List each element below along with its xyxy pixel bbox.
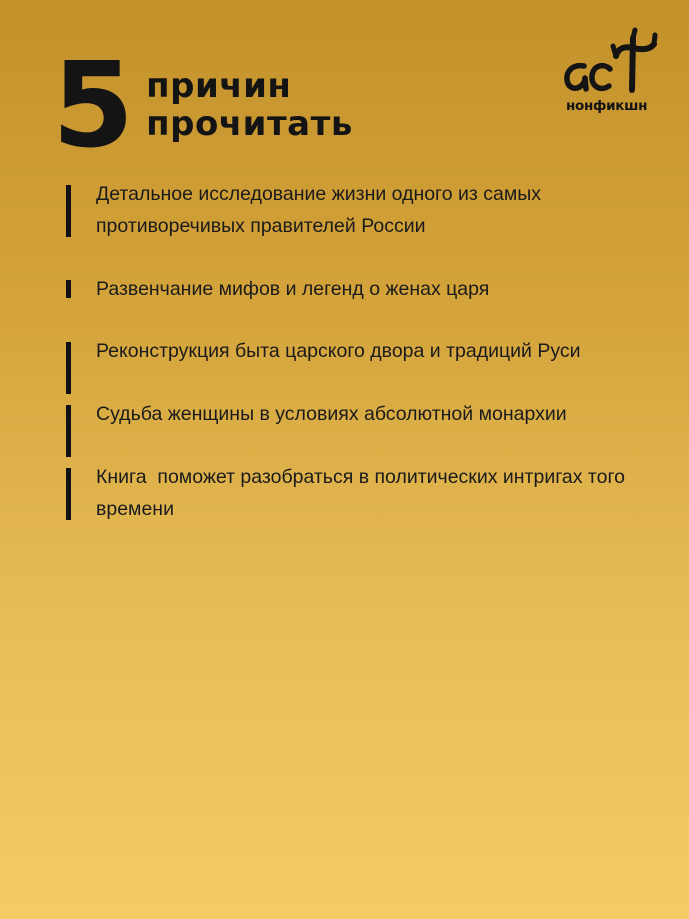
header-title <box>146 67 353 143</box>
title-line-1: причин <box>146 66 292 106</box>
reason-bar <box>66 280 71 298</box>
reason-text: Детальное исследование жизни одного из самых противоречивых правителей России <box>96 183 547 237</box>
header <box>52 36 353 174</box>
reasons-list <box>66 178 631 556</box>
reason-count: 5 <box>52 36 133 174</box>
reason-item-2 <box>66 273 626 305</box>
logo-subtitle: нонфикшн <box>566 98 648 114</box>
reason-bar <box>66 468 71 520</box>
reason-text: Реконструкция быта царского двора и традиций Руси <box>96 340 581 362</box>
ast-cactus-logo-icon <box>562 26 666 102</box>
reason-bar <box>66 342 71 394</box>
reason-text: Судьба женщины в условиях абсолютной монархии <box>96 403 567 425</box>
reason-item-5 <box>66 461 631 525</box>
reason-bar <box>66 405 71 457</box>
reason-text: Книга поможет разобраться в политических интригах того времени <box>96 466 631 520</box>
reason-item-4 <box>66 398 626 430</box>
title-line-2: прочитать <box>146 104 353 144</box>
reason-item-3 <box>66 335 626 367</box>
publisher-logo <box>562 26 666 122</box>
reason-bar <box>66 185 71 237</box>
reason-item-1 <box>66 178 626 242</box>
reason-text: Развенчание мифов и легенд о женах царя <box>96 278 490 300</box>
